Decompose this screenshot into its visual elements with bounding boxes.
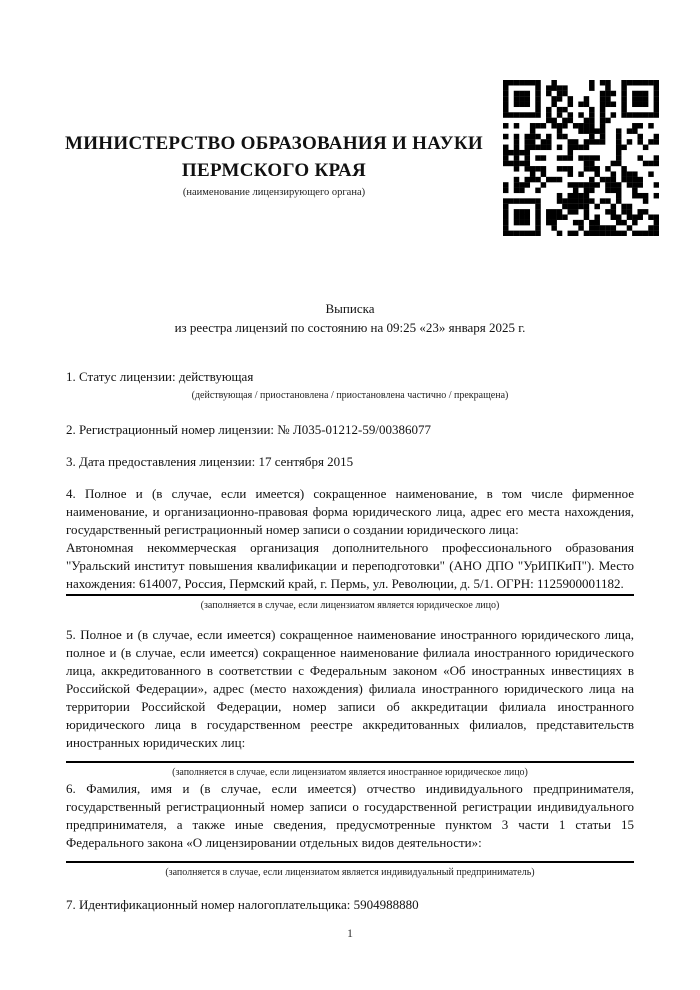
item-1-text: 1. Статус лицензии: действующая	[66, 369, 254, 384]
item-6-caption: (заполняется в случае, если лицензиатом является индивидуальный предприниматель)	[165, 867, 535, 878]
item-5-caption: (заполняется в случае, если лицензиатом является иностранное юридическое лицо)	[172, 767, 528, 778]
document-title-block	[66, 299, 634, 337]
item-2-text: 2. Регистрационный номер лицензии: № Л035-01212-59/00386077	[66, 422, 432, 437]
item-7-text: 7. Идентификационный номер налогоплательщика: 5904988880	[66, 897, 419, 912]
item-1-license-status	[66, 368, 634, 403]
item-2-registration-number	[66, 421, 634, 439]
ministry-name-line2: ПЕРМСКОГО КРАЯ	[181, 160, 367, 181]
item-5-label: 5. Полное и (в случае, если имеется) сокращенное наименование иностранного юридического лица, полное и (в случае, если имеется) сокращенное наименование филиала иностранного юридического лица, аккредитованного в соответствии с Федеральным законом «Об иностранных инвестициях в Российской Федерации», адрес (место нахождения) филиала иностранного юридического лица на территории Российской Федерации, номер записи об аккредитации филиала иностранного юридического лица в государственном реестре аккредитованных филиалов, представительств иностранных юридических лиц:	[66, 627, 634, 750]
licensing-authority-caption: (наименование лицензирующего органа)	[182, 187, 366, 198]
item-6-individual-entrepreneur-info	[66, 780, 634, 880]
item-7-taxpayer-id	[66, 896, 634, 914]
licensing-authority-header	[58, 130, 490, 198]
item-4-legal-entity-info	[66, 485, 634, 613]
document-subtitle: из реестра лицензий по состоянию на 09:25 «23» января 2025 г.	[174, 320, 526, 335]
item-4-caption: (заполняется в случае, если лицензиатом является юридическое лицо)	[200, 600, 500, 611]
page-number: 1	[347, 926, 353, 940]
item-4-value: Автономная некоммерческая организация дополнительного профессионального образования "Уральский институт повышения квалификации и переподготовки" (АНО ДПО "УрИПКиП"). Место нахождения: 614007, Россия, Пермский край, г. Пермь, ул. Революции, д. 5/1. ОГРН: 1125900001182.	[66, 539, 634, 596]
item-4-label: 4. Полное и (в случае, если имеется) сокращенное наименование, в том числе фирменное наименование, и организационно-правовая форма юридического лица, адрес его места нахождения, государственный регистрационный номер записи о создании юридического лица:	[66, 486, 634, 537]
document-title: Выписка	[325, 301, 375, 316]
qr-code-icon	[503, 80, 659, 236]
item-3-text: 3. Дата предоставления лицензии: 17 сентября 2015	[66, 454, 354, 469]
item-6-blank-field	[66, 852, 634, 863]
item-5-foreign-entity-info	[66, 626, 634, 780]
item-5-blank-field	[66, 752, 634, 763]
item-3-license-grant-date	[66, 453, 634, 471]
ministry-name-line1: МИНИСТЕРСТВО ОБРАЗОВАНИЯ И НАУКИ	[64, 133, 484, 154]
item-6-label: 6. Фамилия, имя и (в случае, если имеется) отчество индивидуального предпринимателя, государственный регистрационный номер записи о государственной регистрации индивидуального предпринимателя, а также иные сведения, предусмотренные пунктом 3 части 1 статьи 15 Федерального закона «О лицензировании отдельных видов деятельности»:	[66, 781, 634, 850]
item-1-status-options-caption: (действующая / приостановлена / приостановлена частично / прекращена)	[191, 390, 509, 401]
